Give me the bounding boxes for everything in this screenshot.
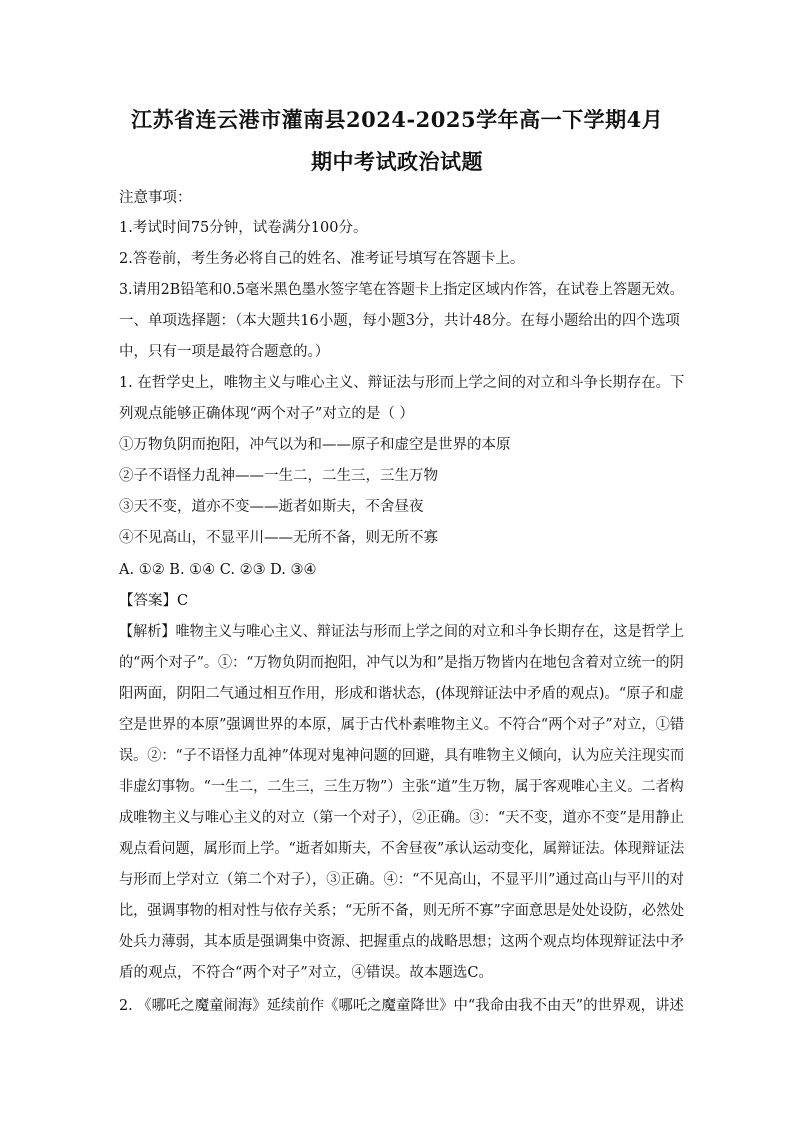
question-1-analysis-line: 盾的观点，不符合“两个对子”对立，④错误。故本题选C。 (119, 965, 493, 981)
question-1-analysis-line: 处兵力薄弱，其本质是强调集中资源、把握重点的战略思想；这两个观点均体现辩证法中矛 (119, 934, 684, 950)
question-1-analysis-line: 误。②：“子不语怪力乱神”体现对鬼神问题的回避，具有唯物主义倾向，认为应关注现实而 (119, 748, 685, 764)
question-1-answer: 【答案】C (119, 593, 189, 609)
question-1-statement-2: ②子不语怪力乱神——一生二，二生三，三生万物 (119, 468, 438, 484)
question-1-stem-line-1: 1. 在哲学史上，唯物主义与唯心主义、辩证法与形而上学之间的对立和斗争长期存在。下 (119, 375, 685, 391)
notice-item-2: 2.答卷前，考生务必将自己的姓名、准考证号填写在答题卡上。 (119, 251, 525, 267)
question-1-statement-4: ④不见高山，不显平川——无所不备，则无所不寡 (119, 530, 438, 546)
question-1-analysis-line: 【解析】唯物主义与唯心主义、辩证法与形而上学之间的对立和斗争长期存在，这是哲学上 (119, 624, 684, 640)
question-2-stem-line-1: 2. 《哪吒之魔童闹海》延续前作《哪吒之魔童降世》中“我命由我不由天”的世界观，讲述 (119, 998, 684, 1014)
question-1-choices: A. ①② B. ①④ C. ②③ D. ③④ (119, 562, 317, 578)
exam-title-line-1: 江苏省连云港市灌南县2024-2025学年高一下学期4月 (131, 107, 664, 132)
question-1-analysis-line: 空是世界的本原”强调世界的本原，属于古代朴素唯物主义。不符合“两个对子”对立，①错 (119, 717, 685, 733)
notice-item-3: 3.请用2B铅笔和0.5毫米黑色墨水签字笔在答题卡上指定区域内作答，在试卷上答题无效。 (119, 282, 684, 298)
notice-item-1: 1.考试时间75分钟，试卷满分100分。 (119, 220, 368, 236)
question-1-statement-3: ③天不变，道亦不变——逝者如斯夫，不舍昼夜 (119, 499, 424, 515)
notice-heading: 注意事项： (119, 190, 192, 206)
exam-title-line-2: 期中考试政治试题 (311, 149, 483, 174)
question-1-analysis-line: 非虚幻事物。“一生二，二生三，三生万物”）主张“道”生万物，属于客观唯心主义。二者构 (119, 779, 684, 795)
section-1-instructions-line-2: 中，只有一项是最符合题意的。） (119, 344, 330, 360)
question-1-analysis-line: 比，强调事物的相对性与依存关系；“无所不备，则无所不寡”字面意思是处处设防，必然处 (119, 903, 685, 919)
question-1-analysis-line: 阳两面，阴阳二气通过相互作用，形成和谐状态，(体现辩证法中矛盾的观点)。“原子和虚 (119, 686, 684, 702)
question-1-analysis-line: 的“两个对子”。①：“万物负阴而抱阳，冲气以为和”是指万物皆内在地包含着对立统一的阴 (119, 655, 684, 671)
section-1-instructions-line-1: 一、单项选择题：（本大题共16小题，每小题3分，共计48分。在每小题给出的四个选项 (119, 313, 680, 329)
question-1-analysis-line: 与形而上学对立（第二个对子），③正确。④：“不见高山，不显平川”通过高山与平川的对 (119, 872, 685, 888)
question-1-analysis-line: 成唯物主义与唯心主义的对立（第一个对子），②正确。③：“天不变，道亦不变”是用静止 (119, 810, 685, 826)
question-1-analysis-line: 观点看问题，属形而上学。“逝者如斯夫，不舍昼夜”承认运动变化，属辩证法。体现辩证法 (119, 841, 685, 857)
question-1-statement-1: ①万物负阴而抱阳，冲气以为和——原子和虚空是世界的本原 (119, 437, 511, 453)
question-1-stem-line-2: 列观点能够正确体现“两个对子”对立的是（ ） (119, 406, 414, 422)
